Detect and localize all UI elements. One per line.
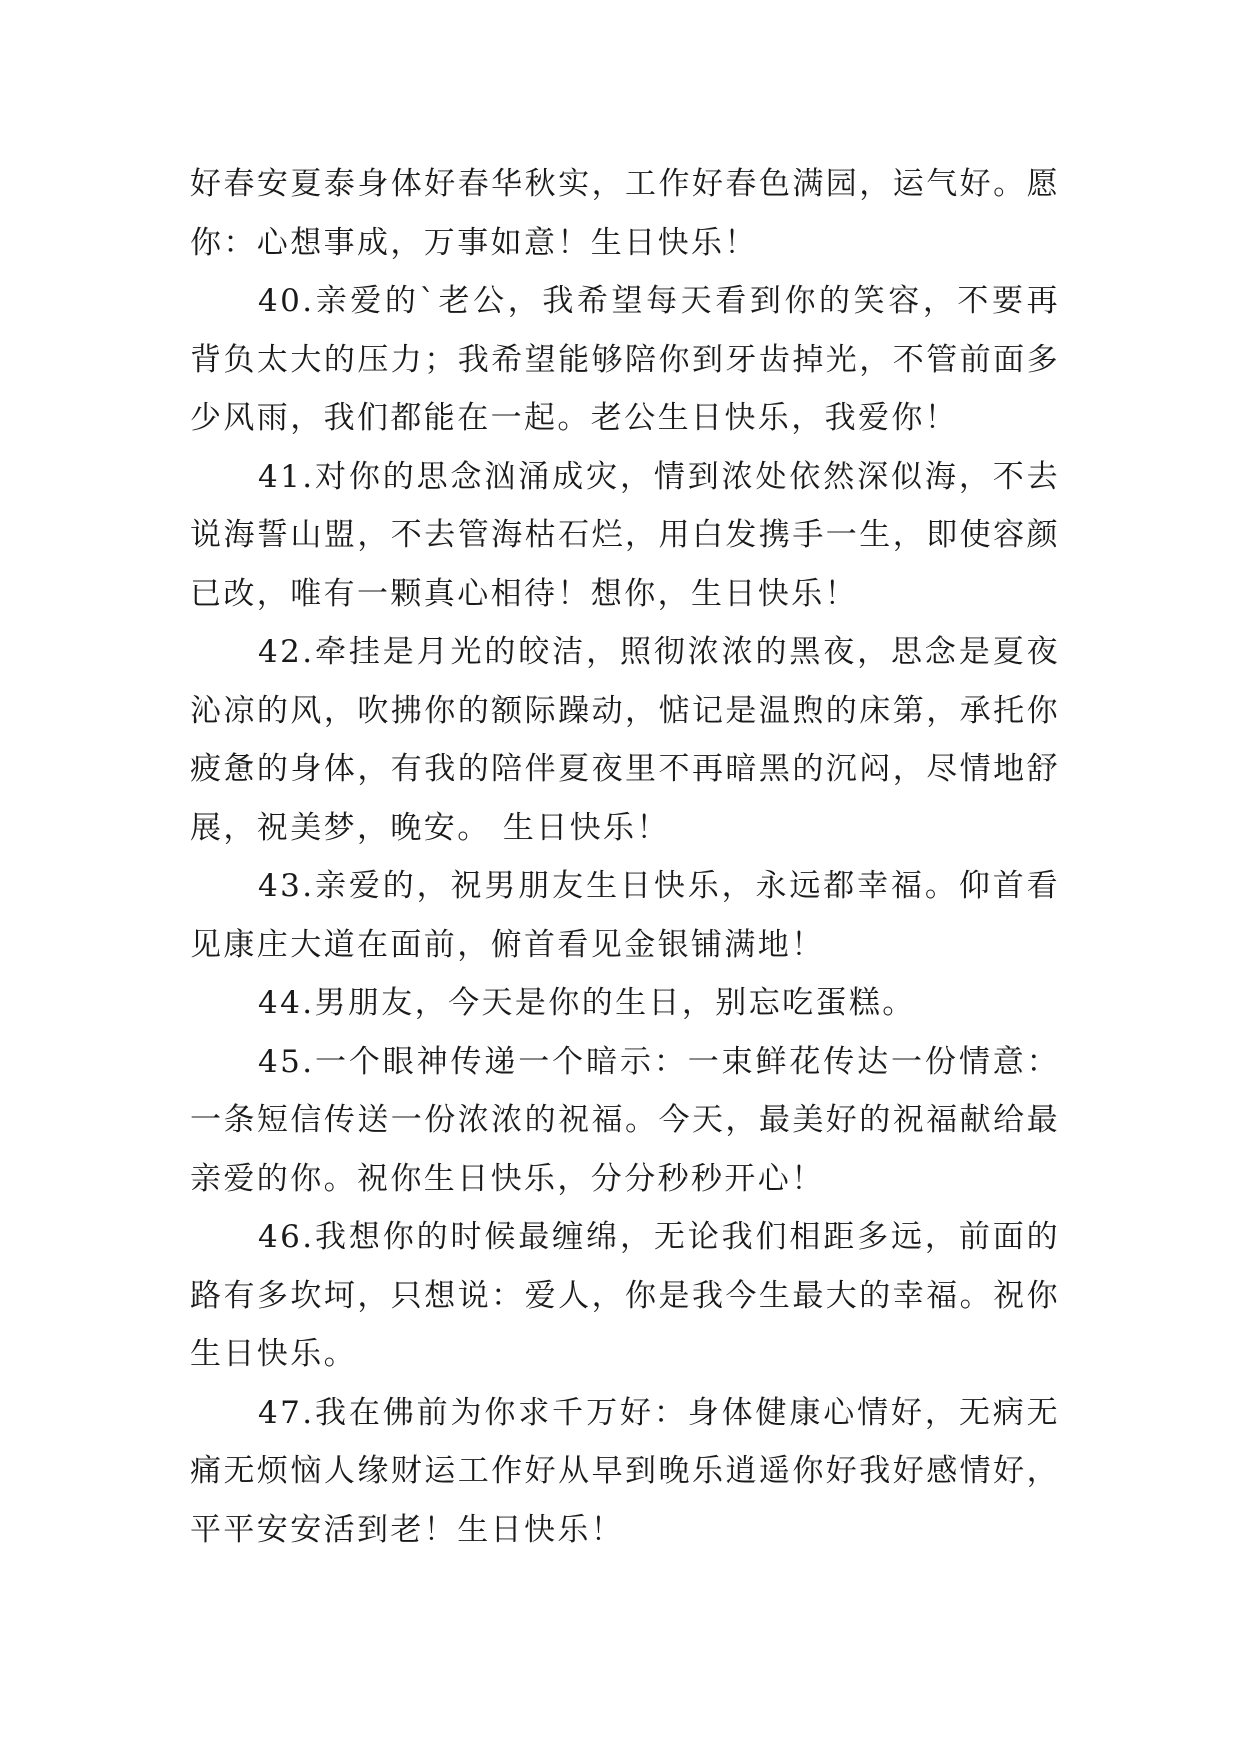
- paragraph-item-44: 44.男朋友，今天是你的生日，别忘吃蛋糕。: [258, 985, 916, 1021]
- paragraph-item-40: 40.亲爱的`老公，我希望每天看到你的笑容，不要再背负太大的压力；我希望能够陪你到牙齿掉光，不管前面多少风雨，我们都能在一起。老公生日快乐，我爱你！: [190, 283, 1060, 436]
- paragraph-item-45: 45.一个眼神传递一个暗示：一束鲜花传达一份情意：一条短信传送一份浓浓的祝福。今天，最美好的祝福献给最亲爱的你。祝你生日快乐，分分秒秒开心！: [190, 1043, 1060, 1197]
- paragraph-item-42: 42.牵挂是月光的皎洁，照彻浓浓的黑夜，思念是夏夜沁凉的风，吹拂你的额际躁动，惦记是温煦的床第，承托你疲惫的身体，有我的陪伴夏夜里不再暗黑的沉闷，尽情地舒展，祝美梦，晚安。 生日快乐！: [190, 634, 1060, 846]
- paragraph-item-46: 46.我想你的时候最缠绵，无论我们相距多远，前面的路有多坎坷，只想说：爱人，你是我今生最大的幸福。祝你生日快乐。: [190, 1219, 1060, 1372]
- document-body: [190, 155, 1060, 1559]
- paragraph-continuation: 好春安夏泰身体好春华秋实，工作好春色满园，运气好。愿你：心想事成，万事如意！生日快乐！: [190, 166, 1060, 261]
- paragraph-item-43: 43.亲爱的，祝男朋友生日快乐，永远都幸福。仰首看见康庄大道在面前，俯首看见金银铺满地！: [190, 868, 1060, 963]
- paragraph-item-41: 41.对你的思念汹涌成灾，情到浓处依然深似海，不去说海誓山盟，不去管海枯石烂，用白发携手一生，即使容颜已改，唯有一颗真心相待！想你，生日快乐！: [190, 458, 1060, 612]
- paragraph-item-47: 47.我在佛前为你求千万好：身体健康心情好，无病无痛无烦恼人缘财运工作好从早到晚乐逍遥你好我好感情好，平平安安活到老！生日快乐！: [190, 1394, 1060, 1548]
